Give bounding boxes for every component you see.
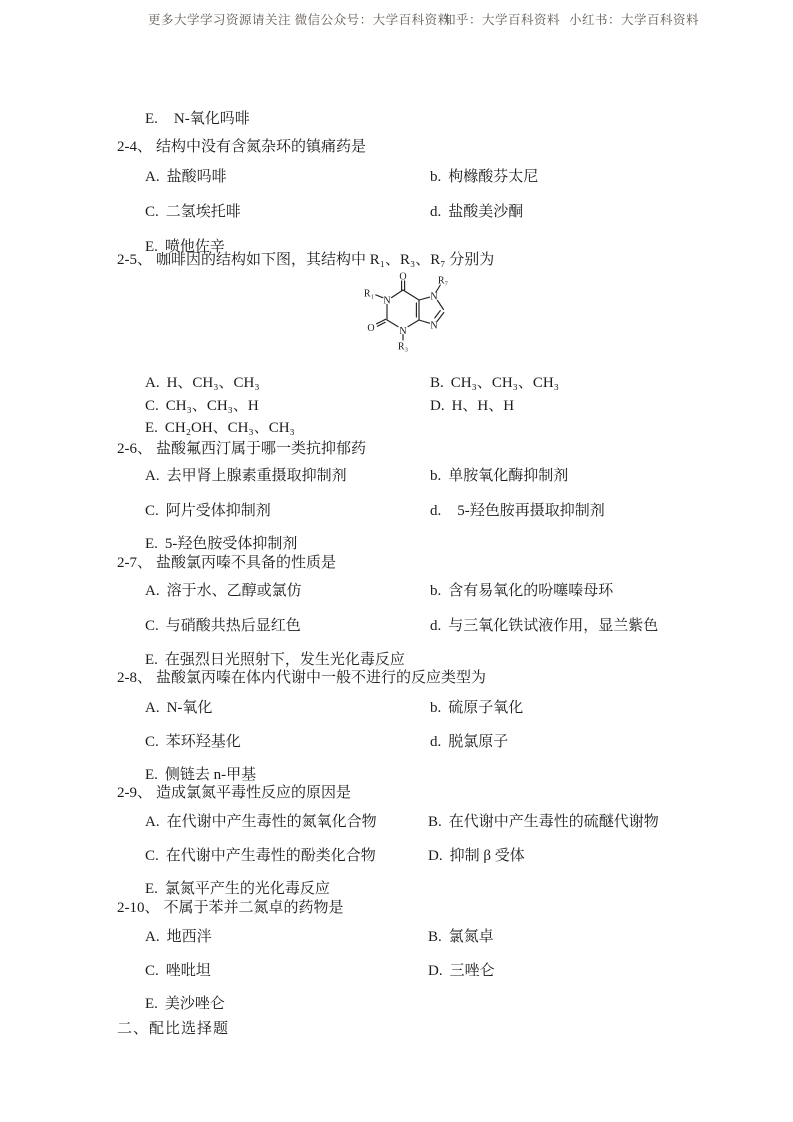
option-item — [428, 959, 495, 980]
substituent-label-r3: R₃ — [397, 341, 409, 353]
option-text: 5-羟色胺受体抑制剂 — [164, 536, 298, 552]
header-zhihu-text: 知乎：大学百科资料 — [443, 13, 561, 27]
atom-label-o-left: O — [367, 323, 375, 334]
option-item — [145, 416, 295, 437]
atom-label-o-top: O — [399, 271, 407, 283]
option-label: D. — [430, 398, 445, 414]
question-number: 2-6、 — [117, 441, 152, 457]
option-item — [145, 165, 227, 186]
question-number: 2-7、 — [117, 555, 152, 571]
question-stem: 不属于苯并二氮卓的药物是 — [163, 900, 344, 916]
option-item — [145, 959, 211, 980]
option-item — [145, 579, 302, 600]
option-text: 5-羟色胺再摄取抑制剂 — [457, 503, 605, 519]
option-label: E. — [145, 881, 158, 897]
option-label: A. — [145, 929, 160, 945]
option-label: B. — [428, 814, 442, 830]
option-label: A. — [145, 814, 160, 830]
question-stem: 结构中没有含氮杂环的镇痛药是 — [156, 139, 367, 155]
option-text: 去甲肾上腺素重摄取抑制剂 — [166, 468, 347, 484]
option-item — [145, 992, 225, 1013]
question-2-4-stem — [117, 135, 366, 156]
option-item — [145, 844, 376, 865]
option-text: CH₃、CH₃、H — [165, 398, 259, 414]
option-label: C. — [145, 618, 159, 634]
option-label: C. — [145, 734, 159, 750]
option-label: b. — [430, 583, 442, 599]
section-heading-matching-questions: 二、配比选择题 — [117, 1021, 230, 1037]
option-label: C. — [145, 848, 159, 864]
option-text: 美沙唑仑 — [164, 996, 225, 1012]
option-text: N-氧化吗啡 — [173, 111, 250, 127]
caffeine-structure-diagram — [356, 263, 458, 363]
option-text: 侧链去 n-甲基 — [164, 767, 257, 783]
option-item — [145, 394, 259, 415]
option-text: 在强烈日光照射下，发生光化毒反应 — [164, 652, 405, 668]
option-item — [430, 200, 523, 221]
option-text: 单胺氧化酶抑制剂 — [448, 468, 569, 484]
option-label: D. — [428, 963, 443, 979]
option-item — [145, 464, 347, 485]
option-label: b. — [430, 700, 442, 716]
option-item — [145, 810, 377, 831]
question-stem: 盐酸氯丙嗪在体内代谢中一般不进行的反应类型为 — [156, 670, 487, 686]
option-item — [430, 371, 559, 392]
question-number: 2-9、 — [117, 785, 152, 801]
option-label: E. — [145, 239, 158, 255]
option-item — [145, 371, 260, 392]
option-item — [428, 844, 525, 865]
question-stem: 盐酸氟西汀属于哪一类抗抑郁药 — [156, 441, 367, 457]
option-label: A. — [145, 468, 160, 484]
option-item — [430, 730, 508, 751]
question-number: 2-10、 — [117, 900, 160, 916]
option-label: C. — [145, 963, 159, 979]
option-label: D. — [428, 848, 443, 864]
question-stem: 咖啡因的结构如下图，其结构中 R₁、R₃、R₇ 分别为 — [156, 252, 495, 268]
option-item — [145, 614, 301, 635]
question-2-9-stem — [117, 781, 351, 802]
question-2-8-stem — [117, 666, 486, 687]
option-text: 氯氮平产生的光化毒反应 — [164, 881, 330, 897]
option-label: A. — [145, 169, 160, 185]
option-label: d. — [430, 503, 442, 519]
question-number: 2-5、 — [117, 252, 152, 268]
option-text: 在代谢中产生毒性的氮氧化合物 — [166, 814, 377, 830]
option-item — [430, 579, 613, 600]
question-2-6-stem — [117, 437, 366, 458]
option-text: 地西泮 — [166, 929, 212, 945]
option-text: 溶于水、乙醇或氯仿 — [166, 583, 302, 599]
option-item — [430, 614, 658, 635]
atom-label-n9: N — [430, 320, 438, 332]
option-label: d. — [430, 734, 442, 750]
option-text: 硫原子氧化 — [448, 700, 524, 716]
question-2-10-stem — [117, 896, 344, 917]
option-label: C. — [145, 398, 159, 414]
atom-label-n3: N — [399, 325, 407, 337]
option-label: A. — [145, 700, 160, 716]
option-text: 枸橼酸芬太尼 — [448, 169, 539, 185]
atom-label-n1: N — [383, 295, 391, 307]
orphan-option-e — [145, 107, 250, 128]
option-label: E. — [145, 652, 158, 668]
question-stem: 造成氯氮平毒性反应的原因是 — [156, 785, 352, 801]
option-item — [428, 810, 659, 831]
option-label: E. — [145, 111, 158, 127]
atom-label-n7: N — [430, 291, 438, 303]
option-text: H、CH₃、CH₃ — [166, 375, 260, 391]
option-label: B. — [430, 375, 444, 391]
option-text: 喷他佐辛 — [164, 239, 225, 255]
option-text: 阿片受体抑制剂 — [165, 503, 271, 519]
option-item — [430, 464, 568, 485]
option-text: 盐酸吗啡 — [166, 169, 227, 185]
option-item — [145, 499, 271, 520]
option-item — [145, 200, 241, 221]
option-label: C. — [145, 503, 159, 519]
option-text: N-氧化 — [166, 700, 213, 716]
option-label: d. — [430, 204, 442, 220]
option-label: E. — [145, 767, 158, 783]
option-label: E. — [145, 996, 158, 1012]
option-label: A. — [145, 583, 160, 599]
option-item — [145, 532, 297, 553]
option-text: 抑制 β 受体 — [449, 848, 525, 864]
option-text: 二氢埃托啡 — [165, 204, 241, 220]
atom-labels — [364, 272, 448, 353]
option-label: d. — [430, 618, 442, 634]
option-label: E. — [145, 536, 158, 552]
substituent-label-r7: R₇ — [437, 275, 449, 287]
header-wechat-text: 更多大学学习资源请关注 微信公众号：大学百科资料 — [148, 13, 451, 27]
question-number: 2-4、 — [117, 139, 152, 155]
option-label: b. — [430, 169, 442, 185]
option-text: 三唑仑 — [449, 963, 495, 979]
option-item — [145, 730, 241, 751]
option-text: 与硝酸共热后显红色 — [165, 618, 301, 634]
option-text: 氯氮卓 — [448, 929, 494, 945]
option-text: H、H、H — [451, 398, 515, 414]
option-text: CH₂OH、CH₃、CH₃ — [164, 420, 295, 436]
question-stem: 盐酸氯丙嗪不具备的性质是 — [156, 555, 337, 571]
option-label: B. — [428, 929, 442, 945]
option-text: 脱氯原子 — [448, 734, 509, 750]
option-text: 与三氧化铁试液作用，显兰紫色 — [448, 618, 659, 634]
option-item — [145, 696, 212, 717]
option-item — [430, 394, 514, 415]
option-item — [428, 925, 494, 946]
substituent-label-r1: R₁ — [363, 288, 375, 300]
option-item — [430, 499, 605, 520]
xanthine-skeleton-svg — [356, 263, 458, 358]
option-text: 盐酸美沙酮 — [448, 204, 524, 220]
option-item — [430, 696, 523, 717]
option-label: C. — [145, 204, 159, 220]
option-label: b. — [430, 468, 442, 484]
option-item — [145, 925, 212, 946]
option-item — [430, 165, 538, 186]
option-label: A. — [145, 375, 160, 391]
option-text: 唑吡坦 — [165, 963, 211, 979]
question-number: 2-8、 — [117, 670, 152, 686]
option-text: 在代谢中产生毒性的酚类化合物 — [165, 848, 376, 864]
header-xiaohongshu-text: 小红书：大学百科资料 — [569, 13, 700, 27]
option-item — [145, 877, 330, 898]
question-2-7-stem — [117, 551, 336, 572]
option-text: 在代谢中产生毒性的硫醚代谢物 — [448, 814, 659, 830]
option-text: 苯环羟基化 — [165, 734, 241, 750]
option-label: E. — [145, 420, 158, 436]
option-text: 含有易氧化的吩噻嗪母环 — [448, 583, 614, 599]
option-text: CH₃、CH₃、CH₃ — [450, 375, 559, 391]
